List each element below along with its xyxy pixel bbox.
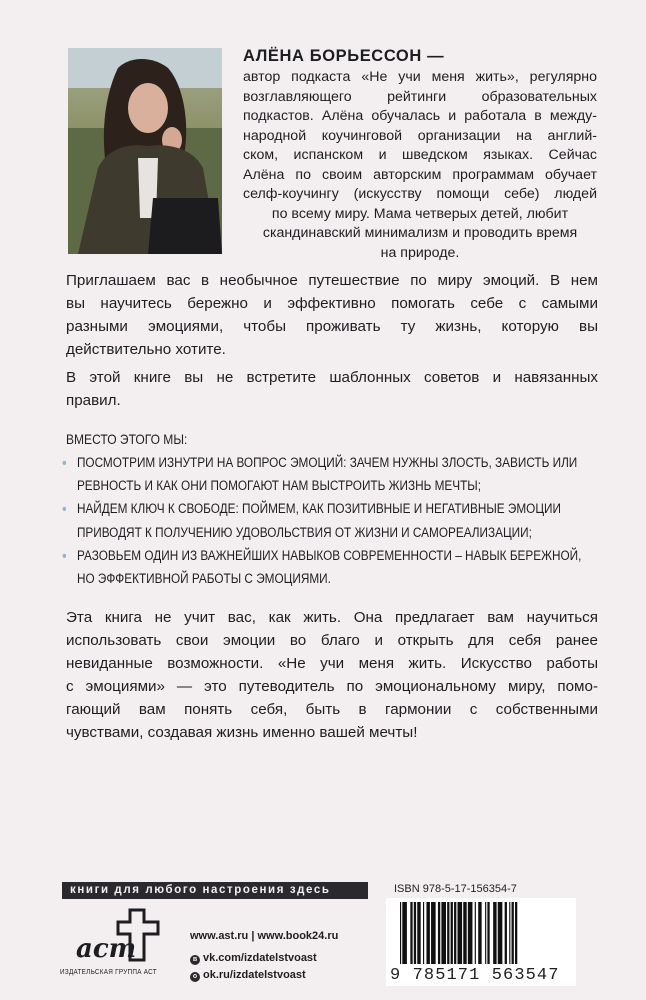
- author-photo: [68, 48, 222, 254]
- intro-line: Приглашаем вас в необычное путешествие по миру эмоций. В нем: [66, 272, 598, 289]
- ok-icon: о: [190, 972, 200, 982]
- tagline-bar: книги для любого настроения здесь: [62, 882, 368, 899]
- isbn: ISBN 978-5-17-156354-7: [394, 883, 517, 895]
- barcode-bar: [458, 902, 463, 964]
- closing-line: Эта книга не учит вас, как жить. Она предлагает вам научиться: [66, 609, 598, 626]
- list-item-line: ПРИВОДЯТ К ПОЛУЧЕНИЮ УДОВОЛЬСТВИЯ ОТ ЖИЗНИ И САМОРЕАЛИЗАЦИИ;: [76, 524, 532, 541]
- barcode-bar: [414, 902, 416, 964]
- barcode-bar: [493, 902, 496, 964]
- barcode-bars-icon: [386, 898, 576, 968]
- closing-line: с эмоциями» — это путеводитель по эмоциональному миру, помо-: [66, 678, 598, 695]
- author-bio-line: автор подкаста «Не учи меня жить», регулярно: [243, 69, 597, 85]
- vk-link[interactable]: [190, 952, 317, 965]
- author-bio-line: селф-коучингу (искусству помощи себе) людей: [243, 186, 597, 202]
- barcode-bar: [509, 902, 510, 964]
- barcode-bar: [454, 902, 456, 964]
- author-name: АЛЁНА БОРЬЕССОН —: [243, 47, 445, 65]
- bullet-dot-icon: •: [62, 455, 67, 472]
- ok-link-text: ok.ru/izdatelstvoast: [203, 969, 306, 981]
- no-templates-line: правил.: [66, 392, 121, 409]
- author-bio-line: подкастов. Алёна обучалась и работала в между-: [243, 108, 597, 124]
- publisher-logo: [70, 904, 174, 974]
- barcode-bar: [451, 902, 453, 964]
- barcode-bar: [417, 902, 420, 964]
- barcode-bar: [463, 902, 466, 964]
- closing-line: чувствами, создавая жизнь именно вашей мечты!: [66, 724, 418, 741]
- list-item: [62, 452, 578, 498]
- author-bio-line: по всему миру. Мама четверых детей, любит: [271, 205, 569, 222]
- closing-paragraph: [66, 606, 598, 744]
- bullet-dot-icon: •: [62, 501, 67, 519]
- barcode-bar: [431, 902, 436, 964]
- vk-icon: в: [190, 955, 200, 965]
- closing-line: использовать свои эмоции во благо и открыть для себя ранее: [66, 632, 598, 649]
- author-bio-line: ском, испанском и шведском языках. Сейчас: [243, 147, 597, 163]
- website-links[interactable]: www.ast.ru | www.book24.ru: [190, 930, 339, 942]
- publisher-label: ИЗДАТЕЛЬСКАЯ ГРУППА АСТ: [60, 967, 157, 976]
- list-item: [62, 545, 582, 591]
- no-templates-paragraph: [66, 366, 598, 412]
- instead-heading: ВМЕСТО ЭТОГО МЫ:: [66, 431, 188, 447]
- barcode-bar: [423, 902, 424, 964]
- barcode-bar: [515, 902, 517, 964]
- publisher-logo-text: аст: [76, 934, 137, 964]
- barcode-bar: [410, 902, 412, 964]
- author-bio-line: Алёна по своим авторским программам обучает: [243, 166, 597, 183]
- barcode-bar: [475, 902, 476, 964]
- barcode-bar: [441, 902, 446, 964]
- intro-line: действительно хотите.: [66, 341, 226, 358]
- list-item-line: РЕВНОСТЬ И КАК ОНИ ПОМОГАЮТ НАМ ВЫСТРОИТЬ ЖИЗНЬ МЕЧТЫ;: [76, 478, 481, 495]
- ok-link[interactable]: [190, 969, 306, 982]
- intro-line: вы научитесь бережно и эффективно помогать себе с самыми: [66, 295, 598, 312]
- no-templates-line: В этой книге вы не встретите шаблонных советов и навязанных: [66, 369, 598, 386]
- barcode-bar: [478, 902, 481, 964]
- author-bio-line: скандинавский минимализм и проводить время: [262, 225, 578, 241]
- author-bio-line: народной коучинговой организации на англий-: [243, 127, 597, 144]
- author-portrait-illustration: [68, 48, 222, 254]
- closing-line: гающий вам понять себя, быть в гармонии с собственными: [66, 701, 598, 718]
- vk-link-text: vk.com/izdatelstvoast: [203, 952, 317, 964]
- instead-list: [62, 452, 646, 591]
- barcode-bar: [487, 902, 489, 964]
- author-bio: [243, 68, 597, 263]
- barcode-bar: [438, 902, 440, 964]
- barcode-bar: [512, 902, 514, 964]
- list-item-line: НО ЭФФЕКТИВНОЙ РАБОТЫ С ЭМОЦИЯМИ.: [76, 571, 331, 588]
- author-bio-line: на природе.: [380, 244, 460, 261]
- barcode-bar: [402, 902, 407, 964]
- barcode-bar: [498, 902, 503, 964]
- barcode-bar: [426, 902, 429, 964]
- closing-line: невиданные возможности. «Не учи меня жить. Искусство работы: [66, 655, 598, 672]
- author-bio-line: возглавляющего рейтинги образовательных: [243, 88, 597, 105]
- bullet-dot-icon: •: [62, 547, 67, 565]
- barcode-number: 9 785171 563547: [390, 966, 576, 986]
- list-item: [62, 498, 567, 544]
- barcode-bar: [447, 902, 449, 964]
- intro-line: разными эмоциями, чтобы проживать ту жизнь, которую вы: [66, 318, 598, 335]
- barcode-bar: [468, 902, 473, 964]
- barcode-bar: [505, 902, 507, 964]
- intro-paragraph: [66, 269, 598, 361]
- barcode-bar: [400, 902, 401, 964]
- list-item-line: НАЙДЕМ КЛЮЧ К СВОБОДЕ: ПОЙМЕМ, КАК ПОЗИТИВНЫЕ И НЕГАТИВНЫЕ ЭМОЦИИ: [76, 501, 561, 518]
- barcode-bar: [485, 902, 486, 964]
- list-item-line: ПОСМОТРИМ ИЗНУТРИ НА ВОПРОС ЭМОЦИЙ: ЗАЧЕМ НУЖНЫ ЗЛОСТЬ, ЗАВИСТЬ ИЛИ: [76, 455, 578, 471]
- list-item-line: РАЗОВЬЕМ ОДИН ИЗ ВАЖНЕЙШИХ НАВЫКОВ СОВРЕМЕННОСТИ – НАВЫК БЕРЕЖНОЙ,: [76, 547, 582, 564]
